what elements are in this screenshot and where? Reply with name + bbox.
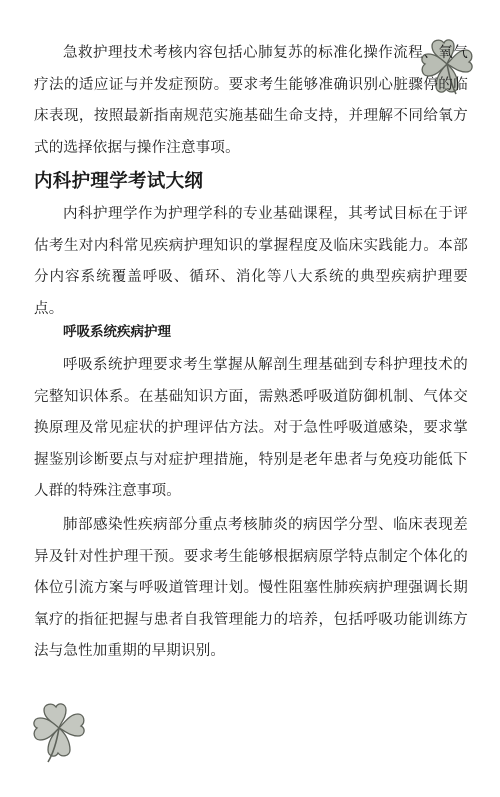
section-intro-paragraph: 内科护理学作为护理学科的专业基础课程，其考试目标在于评估考生对内科常见疾病护理知识的掌握程度及临床实践能力。本部分内容系统覆盖呼吸、循环、消化等八大系统的典型疾病护理要点。 xyxy=(34,206,468,317)
respiratory-paragraph-2: 肺部感染性疾病部分重点考核肺炎的病因学分型、临床表现差异及针对性护理干预。要求考生能够根据病原学特点制定个体化的体位引流方案与呼吸道管理计划。慢性阻塞性肺疾病护理强调长期氧疗的指征把握与患者自我管理能力的培养，包括呼吸功能训练方法与急性加重期的早期识别。 xyxy=(34,517,468,659)
section-title: 内科护理学考试大纲 xyxy=(34,171,204,192)
respiratory-paragraph-1: 呼吸系统护理要求考生掌握从解剖生理基础到专科护理技术的完整知识体系。在基础知识方面，需熟悉呼吸道防御机制、气体交换原理及常见症状的护理评估方法。对于急性呼吸道感染，要求掌握鉴别诊断要点与对症护理措施，特别是老年患者与免疫功能低下人群的特殊注意事项。 xyxy=(34,357,468,499)
four-leaf-clover-icon xyxy=(30,700,88,764)
intro-paragraph: 急救护理技术考核内容包括心肺复苏的标准化操作流程、氧气疗法的适应证与并发症预防。要求考生能够准确识别心脏骤停的临床表现，按照最新指南规范实施基础生命支持，并理解不同给氧方式的选择依据与操作注意事项。 xyxy=(34,45,468,156)
subsection-title: 呼吸系统疾病护理 xyxy=(63,324,171,340)
